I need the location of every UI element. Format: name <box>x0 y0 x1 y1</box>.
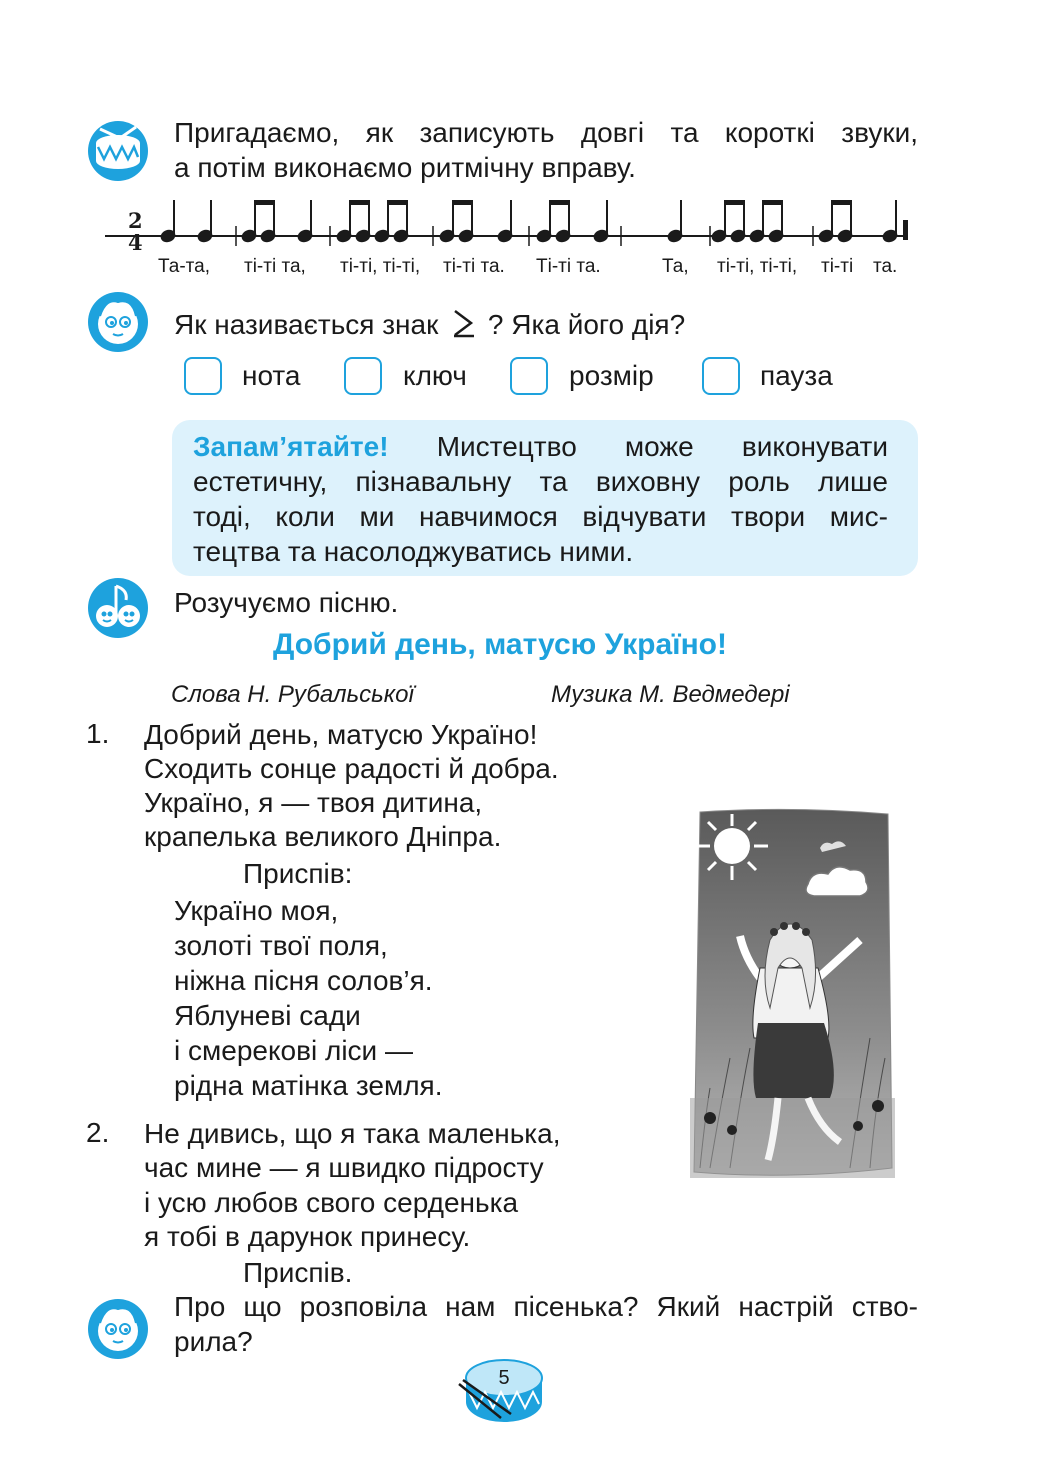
verse1-line: Сходить сонце радості й добра. <box>144 753 559 784</box>
time-signature-bottom: 4 <box>128 230 143 255</box>
eighth-beam <box>549 200 570 205</box>
pause-sign-icon <box>450 308 476 338</box>
drum-icon <box>86 119 150 183</box>
music-credit: Музика М. Ведмедері <box>551 681 790 708</box>
syllable: ті-ті, ті-ті, <box>340 256 421 277</box>
syllable: Та, <box>662 256 689 277</box>
verse1-number: 1. <box>86 718 110 749</box>
verse1-line: Україно, я — твоя дитина, <box>144 787 483 818</box>
remember-line2: естетичну, пізнавальну та виховну роль лише <box>193 466 888 497</box>
remember-line1 <box>193 429 888 464</box>
task3-text: Розучуємо пісню. <box>174 587 399 618</box>
chorus-line: рідна матінка земля. <box>174 1070 443 1101</box>
chorus-line: і смерекові ліси — <box>174 1035 413 1066</box>
final-barline <box>903 220 908 240</box>
syllable: та. <box>873 256 898 277</box>
page-number: 5 <box>498 1367 510 1389</box>
checkbox-kliuch[interactable] <box>344 357 382 395</box>
remember-line3: тоді, коли ми навчимося відчувати твори мис- <box>193 501 888 532</box>
syllable: ті-ті, ті-ті, <box>717 256 798 277</box>
eighth-beam <box>762 200 783 205</box>
chorus-line: Україно моя, <box>174 895 339 926</box>
verse2-line: я тобі в дарунок принесу. <box>144 1221 471 1252</box>
eighth-beam <box>349 200 370 205</box>
eighth-beam <box>831 200 852 205</box>
syllable: Та-та, <box>158 256 210 277</box>
chorus-line: золоті твої поля, <box>174 930 388 961</box>
question-text-before: Як називається знак <box>174 309 439 340</box>
eighth-beam <box>724 200 745 205</box>
option-label: пауза <box>760 360 833 391</box>
task4-line1: Про що розповіла нам пісенька? Який настрій ство- <box>174 1291 918 1322</box>
chorus-label: Приспів: <box>243 858 353 889</box>
eighth-beam <box>254 200 275 205</box>
thinking-boy-icon <box>86 1297 150 1361</box>
option-label: нота <box>242 360 301 391</box>
girl-in-field-illustration <box>690 808 895 1180</box>
option-label: ключ <box>403 360 467 391</box>
task4-line2: рила? <box>174 1326 253 1357</box>
drum-page-number-icon <box>457 1356 547 1426</box>
chorus-label-2: Приспів. <box>243 1257 353 1288</box>
chorus-line: Яблуневі сади <box>174 1000 361 1031</box>
words-credit: Слова Н. Рубальської <box>171 681 414 708</box>
syllable: ті-ті <box>821 256 854 277</box>
eighth-beam <box>387 200 408 205</box>
verse1-line: крапелька великого Дніпра. <box>144 821 502 852</box>
option-label: розмір <box>569 360 654 391</box>
verse2-line: час мине — я швидко підросту <box>144 1152 544 1183</box>
checkbox-nota[interactable] <box>184 357 222 395</box>
syllable: ті-ті та. <box>443 256 505 277</box>
verse2-line: і усю любов свого серденька <box>144 1187 519 1218</box>
syllable: Ті-ті та. <box>536 256 601 277</box>
remember-line1-text: Мистецтво може виконувати <box>436 431 888 462</box>
verse1-line: Добрий день, матусю Україно! <box>144 719 538 750</box>
task1-line1: Пригадаємо, як записують довгі та короткі звуки, <box>174 117 918 148</box>
task1-line2: а потім виконаємо ритмічну вправу. <box>174 152 636 183</box>
song-title: Добрий день, матусю Україно! <box>272 628 727 661</box>
verse2-line: Не дивись, що я така маленька, <box>144 1118 561 1149</box>
checkbox-rozmir[interactable] <box>510 357 548 395</box>
chorus-line: ніжна пісня солов’я. <box>174 965 433 996</box>
remember-line4: тецтва та насолоджуватись ними. <box>193 536 634 567</box>
checkbox-pauza[interactable] <box>702 357 740 395</box>
remember-label: Запам’ятайте! <box>193 431 389 462</box>
question-text-after: ? Яка його дія? <box>487 309 686 340</box>
rhythm-staff <box>100 190 920 255</box>
verse2-number: 2. <box>86 1117 110 1148</box>
eighth-beam <box>452 200 473 205</box>
task2-question <box>174 306 685 343</box>
syllable: ті-ті та, <box>244 256 306 277</box>
rhythm-notes <box>160 200 899 246</box>
time-signature-top: 2 <box>128 208 143 233</box>
thinking-boy-icon <box>86 290 150 354</box>
